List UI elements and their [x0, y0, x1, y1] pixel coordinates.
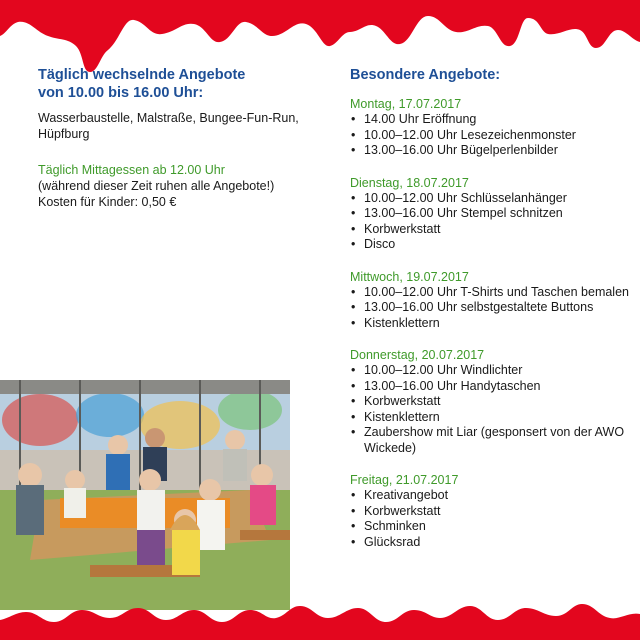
day-block [350, 472, 630, 550]
day-block [350, 175, 630, 253]
list-item [350, 112, 630, 128]
day-item-list [350, 488, 630, 550]
list-item-text: Kistenklettern [364, 409, 440, 424]
day-block [350, 269, 630, 332]
red-paint-drip-bottom [0, 594, 640, 640]
daily-offers-heading-line1: Täglich wechselnde Angebote [38, 67, 246, 83]
daily-offers-heading-line2: von 10.00 bis 16.00 Uhr: [38, 85, 204, 101]
list-item-text: Kreativangebot [364, 488, 449, 502]
list-item-text: 14.00 Uhr Eröffnung [364, 112, 477, 126]
list-item [350, 363, 630, 379]
list-item-text: Kistenklettern [364, 315, 440, 330]
list-item-text: 10.00–12.00 Uhr Windlichter [364, 363, 523, 377]
lunch-title: Täglich Mittagessen ab 12.00 Uhr [38, 163, 225, 177]
bullet-icon: • [351, 284, 356, 299]
day-item-list [350, 285, 630, 332]
bullet-icon: • [351, 534, 356, 549]
list-item [350, 191, 630, 207]
bullet-icon: • [351, 488, 356, 502]
list-item [350, 237, 630, 253]
list-item-text: 13.00–16.00 Uhr selbstgestaltete Buttons [364, 300, 594, 314]
bullet-icon: • [351, 127, 356, 142]
daily-offers-list: Wasserbaustelle, Malstraße, Bungee-Fun-Run, Hüpfburg [38, 111, 299, 141]
bullet-icon: • [351, 409, 356, 424]
list-item-text: 13.00–16.00 Uhr Stempel schnitzen [364, 206, 563, 220]
bullet-icon: • [351, 378, 356, 393]
daily-offers-section [38, 66, 308, 210]
bullet-icon: • [351, 237, 356, 251]
bullet-icon: • [351, 190, 356, 205]
list-item [350, 300, 630, 316]
list-item-text: Korbwerkstatt [364, 221, 441, 236]
list-item [350, 143, 630, 159]
day-block [350, 347, 630, 456]
list-item [350, 410, 630, 426]
list-item [350, 128, 630, 144]
bullet-icon: • [351, 503, 356, 518]
list-item-text: 10.00–12.00 Uhr Lesezeichenmonster [364, 127, 576, 142]
bullet-icon: • [351, 394, 356, 408]
day-title: Freitag, 21.07.2017 [350, 473, 459, 487]
list-item-text: 13.00–16.00 Uhr Handytaschen [364, 378, 541, 393]
children-crafting-photo [0, 380, 290, 610]
day-title: Mittwoch, 19.07.2017 [350, 269, 469, 284]
bullet-icon: • [351, 206, 356, 220]
bullet-icon: • [351, 315, 356, 330]
list-item [350, 504, 630, 520]
day-schedule-list [350, 96, 630, 550]
bullet-icon: • [351, 425, 356, 439]
bullet-icon: • [351, 112, 356, 126]
day-item-list [350, 191, 630, 253]
day-title: Dienstag, 18.07.2017 [350, 175, 469, 190]
list-item [350, 222, 630, 238]
special-offers-heading: Besondere Angebote: [350, 67, 501, 83]
day-title: Donnerstag, 20.07.2017 [350, 348, 485, 362]
list-item [350, 379, 630, 395]
day-item-list [350, 363, 630, 456]
day-item-list [350, 112, 630, 159]
list-item [350, 316, 630, 332]
list-item-text: Glücksrad [364, 534, 421, 549]
list-item-text: 10.00–12.00 Uhr Schlüsselanhänger [364, 190, 567, 205]
list-item [350, 206, 630, 222]
bullet-icon: • [351, 143, 356, 157]
bullet-icon: • [351, 221, 356, 236]
list-item-text: Korbwerkstatt [364, 394, 441, 408]
list-item [350, 394, 630, 410]
list-item-text: Disco [364, 237, 396, 251]
list-item [350, 519, 630, 535]
list-item [350, 488, 630, 504]
list-item-text: Zaubershow mit Liar (gesponsert von der AWO Wickede) [364, 425, 625, 455]
special-offers-section [350, 66, 630, 550]
list-item-text: Korbwerkstatt [364, 503, 441, 518]
list-item [350, 535, 630, 551]
lunch-cost: Kosten für Kinder: 0,50 € [38, 195, 177, 209]
day-title: Montag, 17.07.2017 [350, 97, 462, 111]
bullet-icon: • [351, 300, 356, 314]
list-item-text: 13.00–16.00 Uhr Bügelperlenbilder [364, 143, 558, 157]
list-item-text: Schminken [364, 519, 426, 533]
list-item [350, 425, 630, 456]
list-item-text: 10.00–12.00 Uhr T-Shirts und Taschen bemalen [364, 284, 629, 299]
lunch-note: (während dieser Zeit ruhen alle Angebote!) [38, 179, 275, 193]
bullet-icon: • [351, 519, 356, 533]
bullet-icon: • [351, 363, 356, 377]
list-item [350, 285, 630, 301]
day-block [350, 96, 630, 159]
